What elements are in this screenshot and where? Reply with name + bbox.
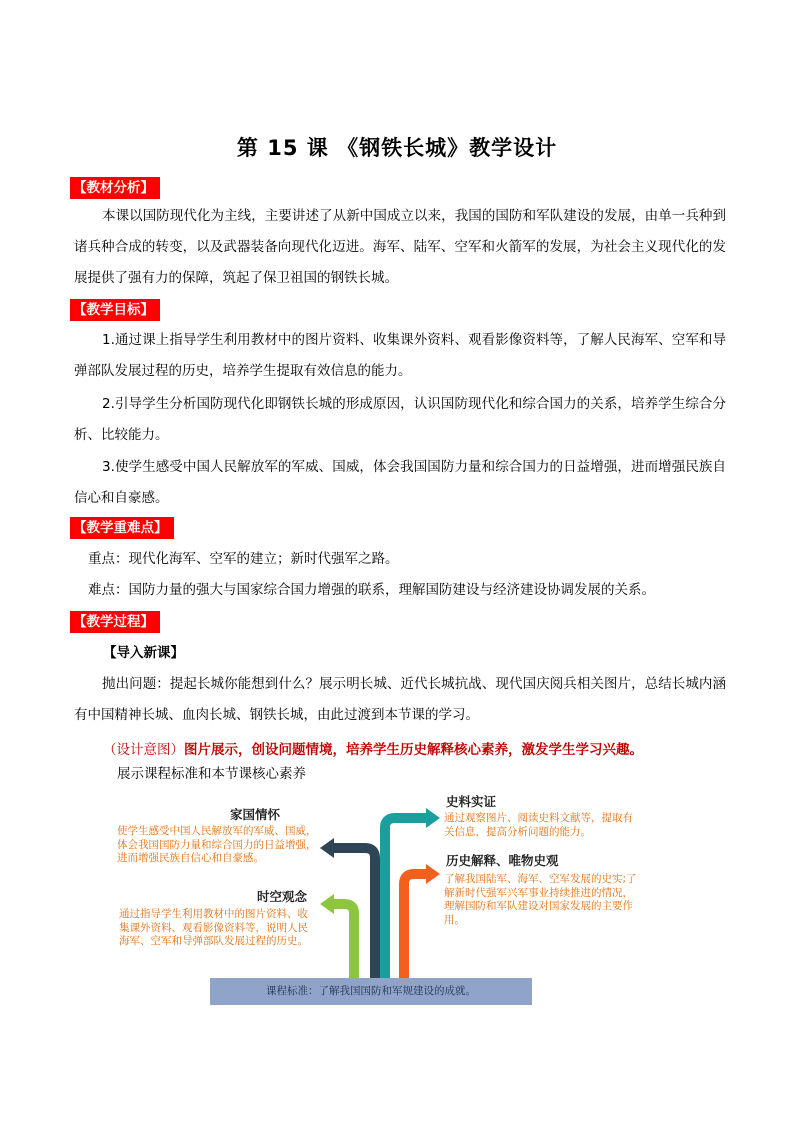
design-intent-text: 图片展示，创设问题情境，培养学生历史解释核心素养，激发学生学习兴趣。: [184, 742, 643, 758]
item-text-lishi: 了解我国陆军、海军、空军发展的史实;了解新时代强军兴军事业持续推进的情况，理解国防和军队建设对国家发展的主要作用。: [444, 873, 637, 926]
key-focus: 重点：现代化海军、空军的建立；新时代强军之路。: [88, 551, 399, 567]
section-label-analysis: 【教材分析】: [70, 177, 160, 199]
show-text: 展示课程标准和本节课核心素养: [117, 766, 306, 782]
orange-arrow-head: [426, 864, 440, 884]
green-arrow-head: [320, 894, 334, 914]
page-title: 第 15 课 《钢铁长城》教学设计: [236, 136, 558, 160]
goal-item-3: 3.使学生感受中国人民解放军的军威、国威，体会我国国防力量和综合国力的日益增强，进而增强民族自信心和自豪感。: [74, 459, 726, 506]
green-arrow: [334, 904, 354, 978]
item-text-jiaguo: 使学生感受中国人民解放军的军威、国威，体会我国国防力量和综合国力的日益增强，进而增强民族自信心和自豪感。: [117, 825, 317, 864]
intro-heading: 【导入新课】: [103, 645, 184, 661]
goal-item-2: 2.引导学生分析国防现代化即钢铁长城的形成原因，认识国防现代化和综合国力的关系，培养学生综合分析、比较能力。: [74, 396, 726, 443]
key-difficulty: 难点：国防力量的强大与国家综合国力增强的联系，理解国防建设与经济建设协调发展的关系。: [88, 582, 655, 598]
orange-arrow: [404, 874, 426, 978]
section-label-goals: 【教学目标】: [70, 299, 160, 321]
item-heading-shikong: 时空观念: [257, 889, 308, 904]
design-intent: [103, 740, 643, 760]
item-heading-lishi: 历史解释、唯物史观: [446, 853, 559, 868]
design-intent-label: （设计意图）: [103, 742, 184, 758]
item-heading-shiliao: 史料实证: [446, 794, 497, 809]
goal-item-1: 1.通过课上指导学生利用教材中的图片资料、收集课外资料、观看影像资料等，了解人民海军、空军和导弹部队发展过程的历史，培养学生提取有效信息的能力。: [74, 332, 726, 379]
section-label-key: 【教学重难点】: [70, 517, 174, 539]
item-text-shiliao: 通过观察图片、阅读史料文献等，提取有关信息，提高分析问题的能力。: [444, 812, 633, 838]
item-heading-jiaguo: 家国情怀: [230, 807, 281, 822]
teal-arrow-head: [426, 808, 440, 828]
intro-paragraph: 抛出问题：提起长城你能想到什么？展示明长城、近代长城抗战、现代国庆阅兵相关图片，总结长城内涵有中国精神长城、血肉长城、钢铁长城，由此过渡到本节课的学习。: [74, 676, 726, 723]
analysis-paragraph: 本课以国防现代化为主线，主要讲述了从新中国成立以来，我国的国防和军队建设的发展，由单一兵种到诸兵种合成的转变，以及武器装备向现代化迈进。海军、陆军、空军和火箭军的发展，为社会主义现代化的发展提供了强有力的保障，筑起了保卫祖国的钢铁长城。: [74, 208, 726, 286]
curriculum-standard-band: 课程标准：了解我国国防和军规建设的成就。: [210, 978, 532, 1005]
section-label-process: 【教学过程】: [70, 611, 160, 633]
item-text-shikong: 通过指导学生利用教材中的图片资料、收集课外资料、观看影像资料等，说明人民海军、空军和导弹部队发展过程的历史。: [119, 908, 308, 947]
